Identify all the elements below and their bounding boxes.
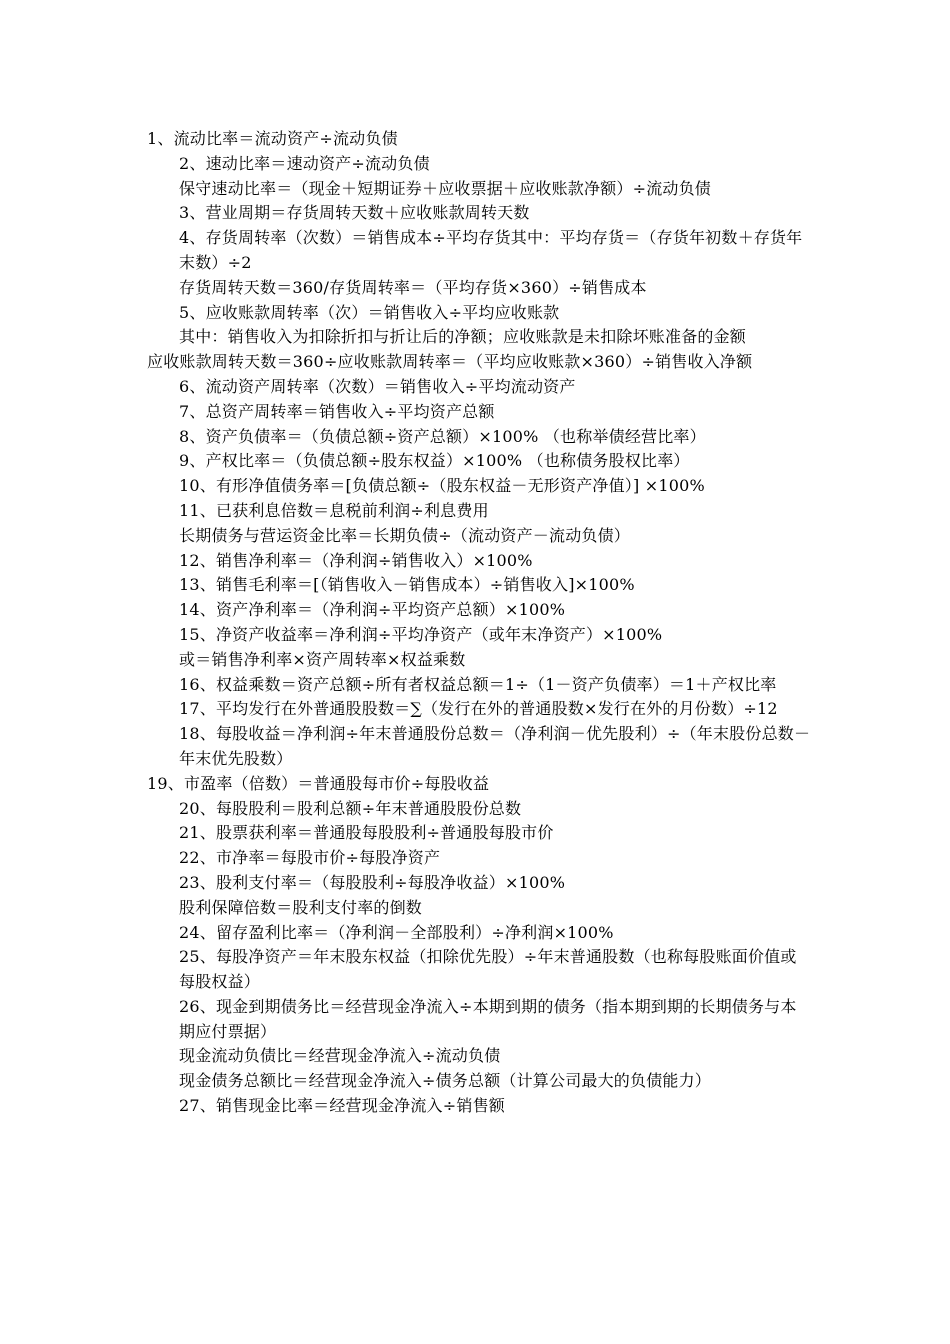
document-body xyxy=(147,127,812,1119)
formula-line: 存货周转天数＝360/存货周转率＝（平均存货×360）÷销售成本 xyxy=(179,277,647,297)
formula-line: 11、已获利息倍数＝息税前利润÷利息费用 xyxy=(179,500,489,520)
formula-line: 23、股利支付率＝（每股股利÷每股净收益）×100% xyxy=(179,872,566,892)
formula-line: 25、每股净资产＝年末股东权益（扣除优先股）÷年末普通股数（也称每股账面价值或每股权益） xyxy=(179,947,797,992)
formula-line: 15、净资产收益率＝净利润÷平均净资产（或年末净资产）×100% xyxy=(179,624,663,644)
formula-line: 13、销售毛利率＝[（销售收入－销售成本）÷销售收入]×100% xyxy=(179,575,635,595)
formula-line: 14、资产净利率＝（净利润÷平均资产总额）×100% xyxy=(179,600,566,620)
formula-line: 12、销售净利率＝（净利润÷销售收入）×100% xyxy=(179,550,533,570)
formula-line: 5、应收账款周转率（次）＝销售收入÷平均应收账款 xyxy=(179,302,560,322)
formula-line: 10、有形净值债务率＝[负债总额÷（股东权益－无形资产净值）] ×100% xyxy=(179,476,705,496)
formula-line: 现金流动负债比＝经营现金净流入÷流动负债 xyxy=(179,1046,501,1066)
formula-line: 22、市净率＝每股市价÷每股净资产 xyxy=(179,848,441,868)
formula-line: 16、权益乘数＝资产总额÷所有者权益总额＝1÷（1－资产负债率）＝1＋产权比率 xyxy=(179,674,777,694)
formula-line: 19、市盈率（倍数）＝普通股每市价÷每股收益 xyxy=(147,773,490,793)
formula-line: 20、每股股利＝股利总额÷年末普通股股份总数 xyxy=(179,798,522,818)
formula-line: 股利保障倍数＝股利支付率的倒数 xyxy=(179,897,423,917)
formula-line: 9、产权比率＝（负债总额÷股东权益）×100% （也称债务股权比率） xyxy=(179,451,690,471)
formula-line: 4、存货周转率（次数）＝销售成本÷平均存货其中：平均存货＝（存货年初数＋存货年末数）÷2 xyxy=(179,228,803,272)
formula-line: 6、流动资产周转率（次数）＝销售收入÷平均流动资产 xyxy=(179,376,576,396)
formula-line: 27、销售现金比率＝经营现金净流入÷销售额 xyxy=(179,1096,505,1116)
formula-line: 26、现金到期债务比＝经营现金净流入÷本期到期的债务（指本期到期的长期债务与本期应付票据） xyxy=(179,996,797,1041)
formula-line: 7、总资产周转率＝销售收入÷平均资产总额 xyxy=(179,401,495,421)
formula-line: 应收账款周转天数＝360÷应收账款周转率＝（平均应收账款×360）÷销售收入净额 xyxy=(147,352,753,372)
formula-line: 8、资产负债率＝（负债总额÷资产总额）×100% （也称举债经营比率） xyxy=(179,426,706,446)
formula-line: 24、留存盈利比率＝（净利润－全部股利）÷净利润×100% xyxy=(179,922,614,942)
formula-line: 18、每股收益＝净利润÷年末普通股份总数＝（净利润－优先股利）÷（年末股份总数－年末优先股数） xyxy=(179,724,811,768)
formula-line: 或＝销售净利率×资产周转率×权益乘数 xyxy=(179,649,466,669)
formula-line: 长期债务与营运资金比率＝长期负债÷（流动资产－流动负债） xyxy=(179,525,631,545)
formula-line: 保守速动比率＝（现金＋短期证券＋应收票据＋应收账款净额）÷流动负债 xyxy=(179,178,712,198)
formula-line: 3、营业周期＝存货周转天数＋应收账款周转天数 xyxy=(179,203,530,223)
formula-line: 1、流动比率＝流动资产÷流动负债 xyxy=(147,129,398,148)
formula-line: 现金债务总额比＝经营现金净流入÷债务总额（计算公司最大的负债能力） xyxy=(179,1071,712,1091)
formula-line: 17、平均发行在外普通股股数＝∑（发行在外的普通股数×发行在外的月份数）÷12 xyxy=(179,699,778,719)
formula-line: 2、速动比率＝速动资产÷流动负债 xyxy=(179,153,430,173)
formula-line: 其中：销售收入为扣除折扣与折让后的净额；应收账款是未扣除坏账准备的金额 xyxy=(179,327,747,347)
formula-line: 21、股票获利率＝普通股每股股利÷普通股每股市价 xyxy=(179,823,554,843)
